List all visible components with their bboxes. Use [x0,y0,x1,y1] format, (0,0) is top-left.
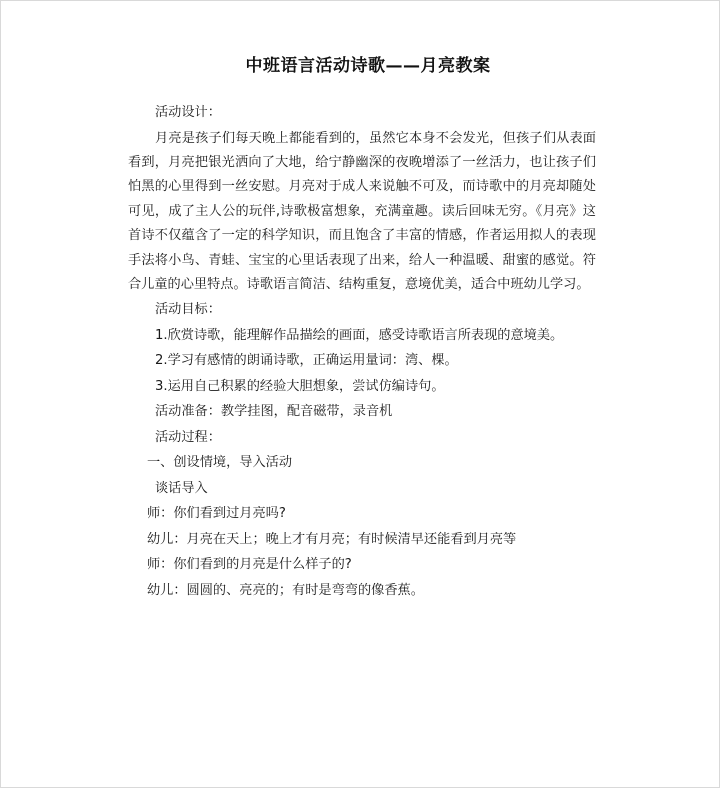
document-title: 中班语言活动诗歌——月亮教案 [245,56,491,76]
process-heading: 活动过程： [155,429,221,445]
goal-item: 3.运用自己积累的经验大胆想象，尝试仿编诗句。 [155,378,445,394]
goals-heading: 活动目标： [155,302,221,318]
dialogue-line: 师：你们看到过月亮吗? [147,506,286,522]
goal-item: 2.学习有感情的朗诵诗歌，正确运用量词：湾、棵。 [155,353,458,369]
document-body [128,101,596,604]
design-heading: 活动设计： [155,105,221,120]
dialogue-line: 幼儿：圆圆的、亮亮的；有时是弯弯的像香蕉。 [147,582,424,598]
preparation-line: 活动准备：教学挂图，配音磁带，录音机 [155,404,393,420]
dialogue-line: 师：你们看到的月亮是什么样子的? [147,557,352,573]
goal-item: 1.欣赏诗歌，能理解作品描绘的画面，感受诗歌语言所表现的意境美。 [155,327,564,343]
talk-intro: 谈话导入 [155,480,208,496]
dialogue-line: 幼儿：月亮在天上；晚上才有月亮；有时候清早还能看到月亮等 [147,531,517,547]
step-one-heading: 一、创设情境，导入活动 [147,455,293,471]
design-paragraph: 月亮是孩子们每天晚上都能看到的，虽然它本身不会发光，但孩子们从表面看到，月亮把银光洒向了大地，给宁静幽深的夜晚增添了一丝活力，也让孩子们怕黑的心里得到一丝安慰。月亮对于成人来说触不可及，而诗歌中的月亮却随处可见，成了主人公的玩伴,诗歌极富想象，充满童趣。读后回味无穷。《月亮》这首诗不仅蕴含了一定的科学知识，而且饱含了丰富的情感，作者运用拟人的表现手法将小鸟、青蛙、宝宝的心里话表现了出来，给人一种温暖、甜蜜的感觉。符合儿童的心里特点。诗歌语言简洁、结构重复，意境优美，适合中班幼儿学习。 [128,130,596,292]
